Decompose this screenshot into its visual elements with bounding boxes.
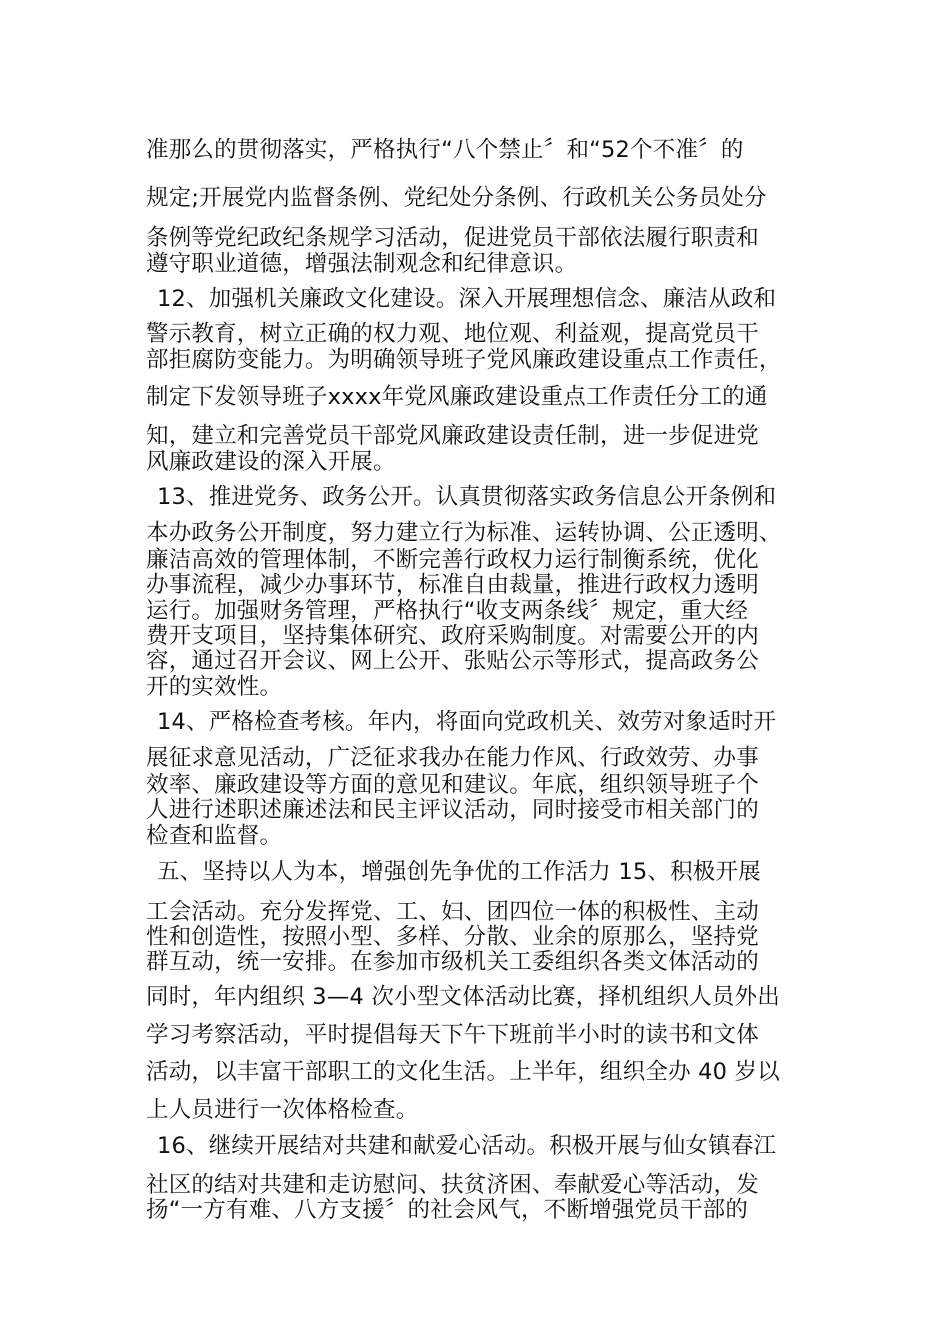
text-line: 风廉政建设的深入开展。 (146, 449, 396, 475)
text-line: 活动，以丰富干部职工的文化生活。上半年，组织全办 40 岁以 (146, 1059, 780, 1085)
text-line: 费开支项目，坚持集体研究、政府采购制度。对需要公开的内 (146, 623, 759, 649)
text-line: 14、严格检查考核。年内，将面向党政机关、效劳对象适时开 (157, 709, 777, 735)
text-line: 部拒腐防变能力。为明确领导班子党风廉政建设重点工作责任， (146, 347, 782, 373)
text-line: 办事流程，减少办事环节，标准自由裁量，推进行政权力透明 (146, 572, 759, 598)
text-line: 人进行述职述廉述法和民主评议活动，同时接受市相关部门的 (146, 797, 759, 823)
text-line: 工会活动。充分发挥党、工、妇、团四位一体的积极性、主动 (146, 899, 759, 925)
text-line: 扬“一方有难、八方支援〞的社会风气，不断增强党员干部的 (146, 1197, 749, 1223)
text-line: 五、坚持以人为本，增强创先争优的工作活力 15、积极开展 (157, 859, 761, 885)
text-line: 遵守职业道德，增强法制观念和纪律意识。 (146, 251, 578, 277)
text-line: 上人员进行一次体格检查。 (146, 1097, 419, 1123)
text-line: 开的实效性。 (146, 674, 283, 700)
text-line: 规定;开展党内监督条例、党纪处分条例、行政机关公务员处分 (146, 185, 767, 211)
text-line: 性和创造性，按照小型、多样、分散、业余的原那么，坚持党 (146, 924, 759, 950)
text-line: 13、推进党务、政务公开。认真贯彻落实政务信息公开条例和 (157, 484, 777, 510)
text-line: 社区的结对共建和走访慰问、扶贫济困、奉献爱心等活动，发 (146, 1172, 759, 1198)
text-line: 准那么的贯彻落实，严格执行“八个禁止〞和“52个不准〞的 (146, 137, 744, 163)
text-line: 检查和监督。 (146, 823, 283, 849)
text-line: 同时，年内组织 3—4 次小型文体活动比赛，择机组织人员外出 (146, 984, 780, 1010)
text-line: 容，通过召开会议、网上公开、张贴公示等形式，提高政务公 (146, 648, 759, 674)
text-line: 警示教育，树立正确的权力观、地位观、利益观，提高党员干 (146, 321, 759, 347)
text-line: 制定下发领导班子xxxx年党风廉政建设重点工作责任分工的通 (146, 384, 768, 410)
text-line: 知，建立和完善党员干部党风廉政建设责任制，进一步促进党 (146, 423, 759, 449)
text-line: 16、继续开展结对共建和献爱心活动。积极开展与仙女镇春江 (157, 1133, 777, 1159)
text-line: 学习考察活动，平时提倡每天下午下班前半小时的读书和文体 (146, 1022, 759, 1048)
text-line: 展征求意见活动，广泛征求我办在能力作风、行政效劳、办事 (146, 745, 759, 771)
text-line: 本办政务公开制度，努力建立行为标准、运转协调、公正透明、 (146, 520, 782, 546)
text-line: 效率、廉政建设等方面的意见和建议。年底，组织领导班子个 (146, 772, 759, 798)
text-line: 廉洁高效的管理体制，不断完善行政权力运行制衡系统，优化 (146, 547, 759, 573)
text-line: 12、加强机关廉政文化建设。深入开展理想信念、廉洁从政和 (157, 286, 777, 312)
text-line: 条例等党纪政纪条规学习活动，促进党员干部依法履行职责和 (146, 225, 759, 251)
text-line: 群互动，统一安排。在参加市级机关工委组织各类文体活动的 (146, 949, 759, 975)
text-line: 运行。加强财务管理，严格执行“收支两条线〞规定，重大经 (146, 598, 749, 624)
